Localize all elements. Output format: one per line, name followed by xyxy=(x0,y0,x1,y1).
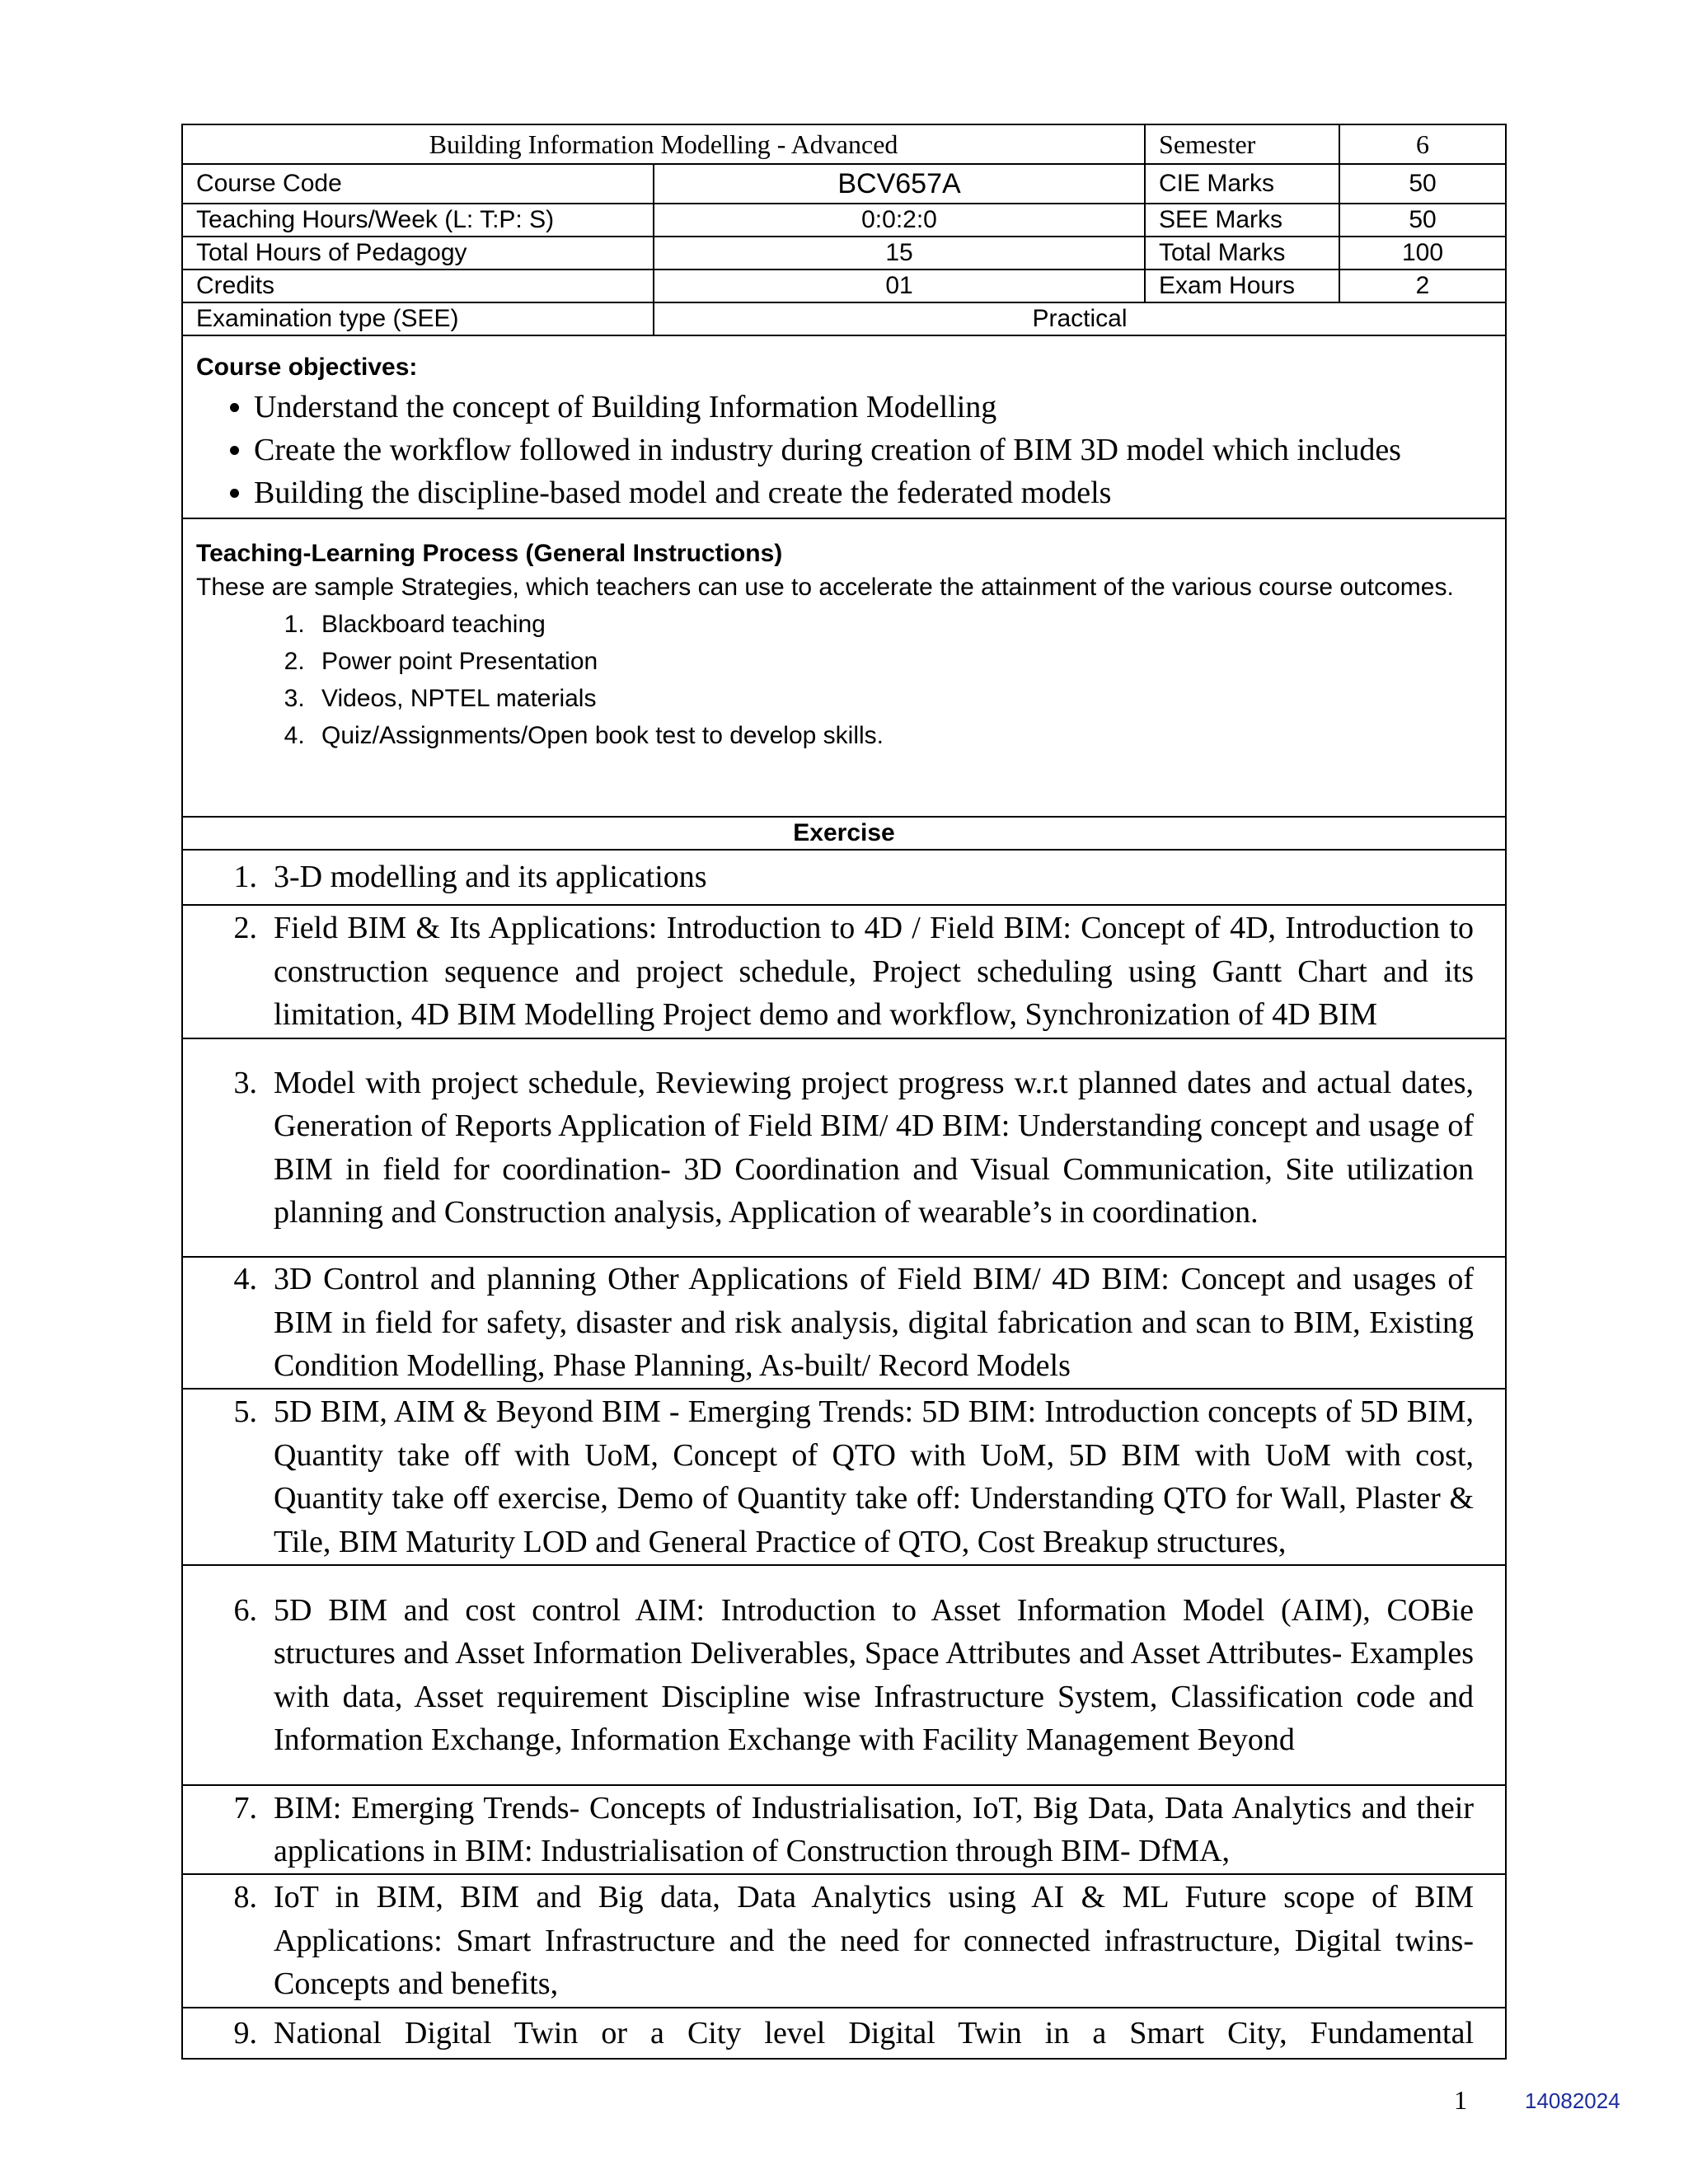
exercise-cell xyxy=(182,1257,1506,1389)
page-number: 1 xyxy=(1454,2085,1467,2115)
teaching-hours-value: 0:0:2:0 xyxy=(654,204,1145,237)
info-row xyxy=(182,204,1506,237)
see-marks-value: 50 xyxy=(1339,204,1506,237)
exercise-cell xyxy=(182,1565,1506,1785)
exercise-item xyxy=(208,1876,1474,2006)
exercise-cell xyxy=(182,1785,1506,1874)
objective-item: • Create the workflow followed in industry during creation of BIM 3D model which includes xyxy=(254,429,1492,471)
cie-marks-label: CIE Marks xyxy=(1145,164,1339,204)
exercise-text: Field BIM & Its Applications: Introduction to 4D / Field BIM: Concept of 4D, Introduction to construction sequence and project schedule, Project scheduling using Gantt Chart and its limitation, 4D BIM Modelling Project demo and workflow, Synchronization of 4D BIM xyxy=(274,911,1475,1033)
credits-value: 01 xyxy=(654,269,1145,302)
exercise-heading: Exercise xyxy=(182,817,1506,850)
exercise-row xyxy=(182,1257,1506,1389)
exercise-number: 8. xyxy=(233,1880,257,1915)
exercise-text: BIM: Emerging Trends- Concepts of Industrialisation, IoT, Big Data, Data Analytics and their applications in BIM: Industrialisation of Construction through BIM- DfMA, xyxy=(274,1790,1475,1868)
exercise-row xyxy=(182,850,1506,905)
total-marks-value: 100 xyxy=(1339,237,1506,269)
objectives-heading: Course objectives: xyxy=(196,354,418,381)
exercise-item xyxy=(208,855,1474,899)
exercise-number: 5. xyxy=(233,1394,257,1429)
exercise-item xyxy=(208,1787,1474,1873)
tlp-item: 4. Quiz/Assignments/Open book test to develop skills. xyxy=(312,717,1492,754)
exercise-number: 6. xyxy=(233,1592,257,1628)
tlp-heading: Teaching-Learning Process (General Instructions) xyxy=(196,540,783,567)
info-row xyxy=(182,164,1506,204)
exercise-row xyxy=(182,1565,1506,1785)
exercise-cell xyxy=(182,905,1506,1038)
exercise-cell xyxy=(182,850,1506,905)
exercise-cell xyxy=(182,1038,1506,1257)
objective-item: • Understand the concept of Building Information Modelling xyxy=(254,386,1492,429)
course-title: Building Information Modelling - Advanced xyxy=(182,124,1145,164)
header-title-row xyxy=(182,124,1506,164)
exercise-item xyxy=(208,907,1474,1037)
exercise-number: 7. xyxy=(233,1790,257,1825)
semester-label: Semester xyxy=(1145,124,1339,164)
exercise-heading-row xyxy=(182,817,1506,850)
credits-label: Credits xyxy=(182,269,654,302)
cie-marks-value: 50 xyxy=(1339,164,1506,204)
exercise-cell xyxy=(182,2008,1506,2059)
exercise-item xyxy=(208,1258,1474,1388)
exercise-number: 9. xyxy=(233,2016,257,2050)
exercise-row xyxy=(182,1038,1506,1257)
exam-hours-label: Exam Hours xyxy=(1145,269,1339,302)
exercise-text: National Digital Twin or a City level Digital Twin in a Smart City, Fundamental xyxy=(274,2016,1475,2050)
exercise-text: 5D BIM, AIM & Beyond BIM - Emerging Trends: 5D BIM: Introduction concepts of 5D BIM, Quantity take off with UoM, Concept of QTO with UoM, 5D BIM with UoM with cost, Quantity take off exercise, Demo of Quantity take off: Understanding QTO for Wall, Plaster & Tile, BIM Maturity LOD and General Practice of QTO, Cost Breakup structures, xyxy=(274,1394,1475,1559)
semester-value: 6 xyxy=(1339,124,1506,164)
exercise-number: 1. xyxy=(233,860,257,895)
tlp-item: 1. Blackboard teaching xyxy=(312,606,1492,643)
tlp-item: 3. Videos, NPTEL materials xyxy=(312,680,1492,717)
document-code: 14082024 xyxy=(1525,2088,1620,2113)
exercise-row xyxy=(182,2008,1506,2059)
exercise-number: 3. xyxy=(233,1065,257,1100)
course-code-label: Course Code xyxy=(182,164,654,204)
pedagogy-hours-label: Total Hours of Pedagogy xyxy=(182,237,654,269)
exercise-cell xyxy=(182,1389,1506,1565)
exam-type-value: Practical xyxy=(654,302,1506,335)
exercise-number: 2. xyxy=(233,911,257,946)
tlp-list xyxy=(196,606,1492,754)
objective-item: • Building the discipline-based model and create the federated models xyxy=(254,471,1492,514)
course-code-value: BCV657A xyxy=(654,164,1145,204)
total-marks-label: Total Marks xyxy=(1145,237,1339,269)
tlp-intro: These are sample Strategies, which teachers can use to accelerate the attainment of the various course outcomes. xyxy=(196,574,1454,601)
syllabus-table xyxy=(181,124,1507,2060)
tlp-row xyxy=(182,518,1506,817)
exercise-text: Model with project schedule, Reviewing project progress w.r.t planned dates and actual dates, Generation of Reports Application of Field BIM/ 4D BIM: Understanding concept and usage of BIM in field for coordination- 3D Coordination and Visual Communication, Site utilization planning and Construction analysis, Application of wearable’s in coordination. xyxy=(274,1065,1475,1230)
objectives-list xyxy=(196,386,1492,514)
exercise-item xyxy=(208,1589,1474,1762)
exercise-row xyxy=(182,1785,1506,1874)
exercise-text: 3D Control and planning Other Applications of Field BIM/ 4D BIM: Concept and usages of BIM in field for safety, disaster and risk analysis, digital fabrication and scan to BIM, Existing Condition Modelling, Phase Planning, As-built/ Record Models xyxy=(274,1262,1475,1384)
exercise-number: 4. xyxy=(233,1262,257,1297)
objectives-row xyxy=(182,335,1506,518)
objectives-cell xyxy=(182,335,1506,518)
exercise-row xyxy=(182,1389,1506,1565)
exercise-item xyxy=(208,1062,1474,1235)
exercise-text: IoT in BIM, BIM and Big data, Data Analytics using AI & ML Future scope of BIM Applications: Smart Infrastructure and the need for connected infrastructure, Digital twins-Concepts and benefits, xyxy=(274,1880,1475,2002)
info-row xyxy=(182,302,1506,335)
exam-hours-value: 2 xyxy=(1339,269,1506,302)
exercise-item xyxy=(208,1390,1474,1563)
exercise-row xyxy=(182,1874,1506,2008)
exercise-cell xyxy=(182,1874,1506,2008)
exam-type-label: Examination type (SEE) xyxy=(182,302,654,335)
teaching-hours-label: Teaching Hours/Week (L: T:P: S) xyxy=(182,204,654,237)
exercise-text: 3-D modelling and its applications xyxy=(274,860,707,895)
tlp-cell xyxy=(182,518,1506,817)
exercise-item xyxy=(208,2012,1474,2055)
exercise-text: 5D BIM and cost control AIM: Introduction to Asset Information Model (AIM), COBie structures and Asset Information Deliverables, Space Attributes and Asset Attributes- Examples with data, Asset requirement Discipline wise Infrastructure System, Classification code and Information Exchange, Information Exchange with Facility Management Beyond xyxy=(274,1592,1475,1757)
pedagogy-hours-value: 15 xyxy=(654,237,1145,269)
tlp-item: 2. Power point Presentation xyxy=(312,643,1492,680)
info-row xyxy=(182,237,1506,269)
info-row xyxy=(182,269,1506,302)
see-marks-label: SEE Marks xyxy=(1145,204,1339,237)
exercise-row xyxy=(182,905,1506,1038)
